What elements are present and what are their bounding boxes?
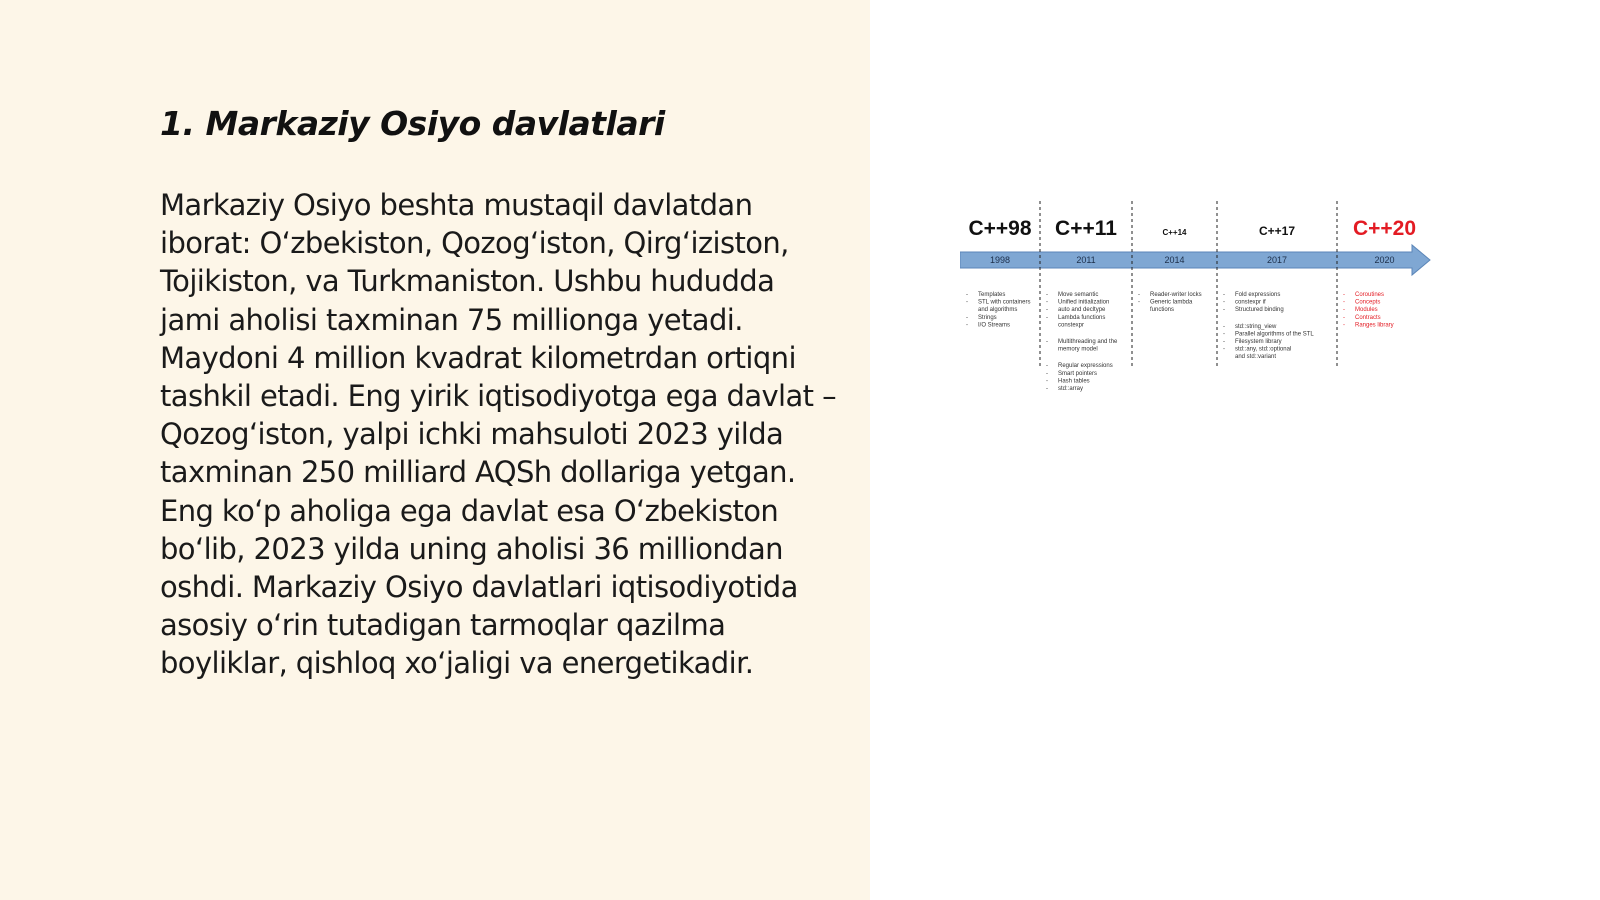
feature-item: Hash tables — [1058, 378, 1090, 385]
feature-item: Structured binding — [1235, 307, 1284, 314]
feature-item: Regular expressions — [1058, 363, 1113, 370]
feature-item: auto and decltype — [1058, 307, 1106, 314]
era-year: 1998 — [989, 255, 1011, 265]
feature-item: and std::variant — [1235, 354, 1277, 361]
feature-item: Fold expressions — [1235, 292, 1281, 298]
feature-bullet: - — [1138, 299, 1140, 306]
slide-title: 1. Markaziy Osiyo davlatlari — [160, 104, 665, 143]
slide-body-text: Markaziy Osiyo beshta mustaqil davlatdan iborat: O‘zbekiston, Qozog‘iston, Qirg‘iziston, Tojikiston, va Turkmaniston. Ushbu hududda jami aholisi taxminan 75 millionga yetadi. Maydoni 4 million kvadrat kilometrdan ortiqni tashkil etadi. Eng yirik iqtisodiyotga ega davlat – Qozog‘iston, yalpi ichki mahsuloti 2023 yilda taxminan 250 milliard AQSh dollariga yetgan. Eng ko‘p aholiga ega davlat esa O‘zbekiston bo‘lib, 2023 yilda uning aholisi 36 milliondan oshdi. Markaziy Osiyo davlatlari iqtisodiyotida asosiy o‘rin tutadigan tarmoqlar qazilma boyliklar, qishloq xo‘jaligi va energetikadir. — [160, 188, 836, 681]
feature-bullet: - — [1223, 307, 1225, 314]
feature-item: and algorithms — [978, 307, 1018, 314]
era-year: 2014 — [1164, 255, 1185, 265]
feature-bullet: - — [1138, 292, 1140, 298]
cpp-timeline-figure — [960, 195, 1450, 410]
feature-item: Ranges library — [1355, 322, 1394, 329]
feature-bullet: - — [1343, 299, 1345, 306]
feature-bullet: - — [1223, 323, 1225, 330]
feature-item: Unified initialization — [1058, 299, 1110, 306]
era-name: C++11 — [1055, 217, 1117, 240]
feature-bullet: - — [966, 314, 968, 321]
era-name: C++17 — [1258, 224, 1296, 238]
feature-bullet: - — [1046, 292, 1048, 298]
feature-bullet: - — [1046, 378, 1048, 385]
feature-item: Smart pointers — [1058, 370, 1098, 377]
feature-item: std::array — [1058, 386, 1084, 392]
image-panel — [870, 0, 1600, 900]
feature-item: std::any, std::optional — [1235, 346, 1292, 353]
feature-bullet: - — [1046, 363, 1048, 370]
feature-item: Templates — [978, 292, 1006, 298]
feature-item: Filesystem library — [1235, 339, 1282, 345]
feature-bullet: - — [1046, 386, 1048, 392]
cpp-timeline-diagram — [960, 195, 1450, 410]
era-name: C++98 — [968, 217, 1032, 240]
feature-bullet: - — [1046, 370, 1048, 377]
feature-bullet: - — [1046, 307, 1048, 314]
feature-item: Modules — [1355, 307, 1378, 314]
feature-item: Move semantic — [1058, 292, 1099, 298]
feature-bullet: - — [1343, 292, 1345, 298]
feature-bullet: - — [966, 322, 968, 329]
era-name: C++20 — [1352, 217, 1417, 240]
feature-bullet: - — [1046, 339, 1048, 345]
feature-bullet: - — [1223, 346, 1225, 353]
feature-bullet: - — [1343, 314, 1345, 321]
era-year: 2011 — [1076, 255, 1096, 265]
feature-item: Strings — [978, 314, 997, 321]
feature-item: STL with containers — [978, 299, 1031, 306]
feature-item: Contracts — [1355, 314, 1381, 321]
feature-bullet: - — [1223, 299, 1225, 306]
feature-item: Coroutines — [1355, 292, 1385, 298]
feature-item: memory model — [1058, 346, 1098, 353]
feature-bullet: - — [966, 292, 968, 298]
feature-bullet: - — [1046, 314, 1048, 321]
feature-item: functions — [1150, 307, 1175, 314]
feature-item: constexpr — [1058, 322, 1085, 329]
era-name: C++14 — [1162, 228, 1187, 237]
feature-bullet: - — [1046, 299, 1048, 306]
era-year: 2017 — [1266, 255, 1288, 265]
feature-item: Concepts — [1355, 299, 1381, 306]
feature-bullet: - — [1223, 331, 1225, 338]
feature-item: Reader-writer locks — [1150, 292, 1202, 298]
timeline-arrow — [960, 245, 1430, 275]
feature-item: Generic lambda — [1150, 299, 1193, 306]
feature-item: Parallel algorithms of the STL — [1235, 331, 1314, 338]
feature-item: Multithreading and the — [1058, 339, 1118, 345]
feature-bullet: - — [1223, 339, 1225, 345]
feature-bullet: - — [1343, 307, 1345, 314]
era-year: 2020 — [1374, 255, 1395, 265]
feature-item: std::string_view — [1235, 323, 1277, 330]
feature-item: constexpr if — [1235, 299, 1266, 306]
feature-item: Lambda functions — [1058, 314, 1106, 321]
feature-item: I/O Streams — [978, 322, 1011, 329]
feature-bullet: - — [1343, 322, 1345, 329]
feature-bullet: - — [966, 299, 968, 306]
feature-bullet: - — [1223, 292, 1225, 298]
